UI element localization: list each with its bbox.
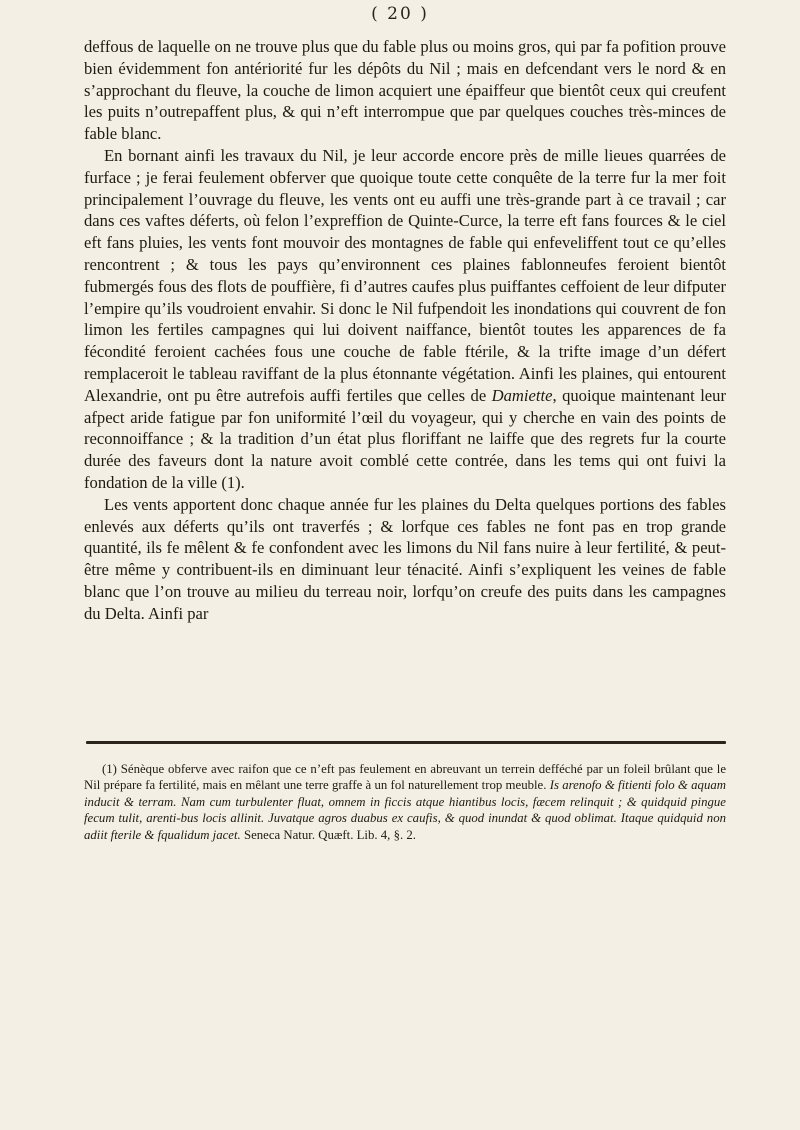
paragraph-text: , quoique maintenant leur afpect aride fatigue par fon uniformité l’œil du voyageur, qui y cherche en vain des points de reconnoiffance ; & la tradition d’un état plus floriffant ne laiffe que des regrets fur la courte durée des faveurs dont la nature avoit comblé cette contrée, dans les tems qui ont fuivi la fondation de la ville (1).	[84, 385, 726, 492]
paragraph-text: deffous de laquelle on ne trouve plus que du fable plus ou moins gros, qui par fa pofition prouve bien évidemment fon antériorité fur les dépôts du Nil ; mais en defcendant vers le nord & en s’approchant du fleuve, la couche de limon acquiert une épaiffeur que bientôt ceux qui creufent les puits n’outrepaffent plus, & qui n’eft interrompue que par quelques couches très-minces de fable blanc.	[84, 37, 726, 144]
footnote-citation: Seneca Natur. Quæft. Lib. 4, §. 2.	[240, 827, 416, 842]
footnote-text: (1) Sénèque obferve avec raifon que ce n’eft pas feulement en abreuvant un terrein defféché par un foleil brûlant que le Nil prépare fa fertilité, mais en mêlant une terre graffe à un fol naturellement trop meuble.	[84, 762, 726, 793]
paragraph-3	[84, 494, 726, 625]
footnote-divider	[86, 741, 726, 744]
place-name-italic: Damiette	[491, 385, 553, 405]
paragraph-1	[84, 36, 726, 145]
main-text	[84, 36, 726, 625]
latin-quotation: Is arenofo & fitienti folo & aquam inducit & terram. Nam cum turbulenter fluat, omnem in ficcis atque hiantibus locis, fæcem relinquit ; & quidquid pingue fecum tulit, arenti-bus locis allinit. Juvatque agros duabus ex caufis, & quod inundat & quod oblimat. Itaque quidquid non adiit fterile & fqualidum jacet.	[84, 778, 726, 842]
page-number: ( 20 )	[371, 4, 429, 24]
paragraph-text: Les vents apportent donc chaque année fur les plaines du Delta quelques portions des fables enlevés aux déferts qu’ils ont traverfés ; & lorfque ces fables ne font pas en trop grande quantité, ils fe mêlent & fe confondent avec les limons du Nil fans nuire à leur fertilité, & peut-être même y contribuent-ils en diminuant leur ténacité. Ainfi s’expliquent les veines de fable blanc que l’on trouve au milieu du terreau noir, lorfqu’on creufe des puits dans les campagnes du Delta. Ainfi par	[84, 494, 726, 623]
paragraph-2	[84, 145, 726, 494]
paragraph-text: En bornant ainfi les travaux du Nil, je leur accorde encore près de mille lieues quarrées de furface ; je ferai feulement obferver que quoique toute cette conquête de la terre fur la mer foit principalement l’ouvrage du fleuve, les vents ont eu auffi une très-grande part à ce travail ; car dans ces vaftes déferts, où felon l’expreffion de Quinte-Curce, la terre eft fans fources & le ciel eft fans pluies, les vents font mouvoir des montagnes de fable qui enfeveliffent tout ce qu’elles rencontrent ; & tous les pays qu’environnent ces plaines fablonneufes feroient bientôt fubmergés fous des flots de pouffière, fi d’autres caufes plus puiffantes ceffoient de leur difputer l’empire qu’ils voudroient envahir. Si donc le Nil fufpendoit les inondations qui couvrent de fon limon les fertiles campagnes qui lui doivent naiffance, bientôt toutes les apparences de fa fécondité feroient cachées fous une couche de fable ftérile, & la trifte image d’un défert remplaceroit le tableau raviffant de la plus étonnante végétation. Ainfi les plaines, qui entourent Alexandrie, ont pu être autrefois auffi fertiles que celles de	[84, 145, 726, 405]
footnote	[84, 761, 726, 843]
